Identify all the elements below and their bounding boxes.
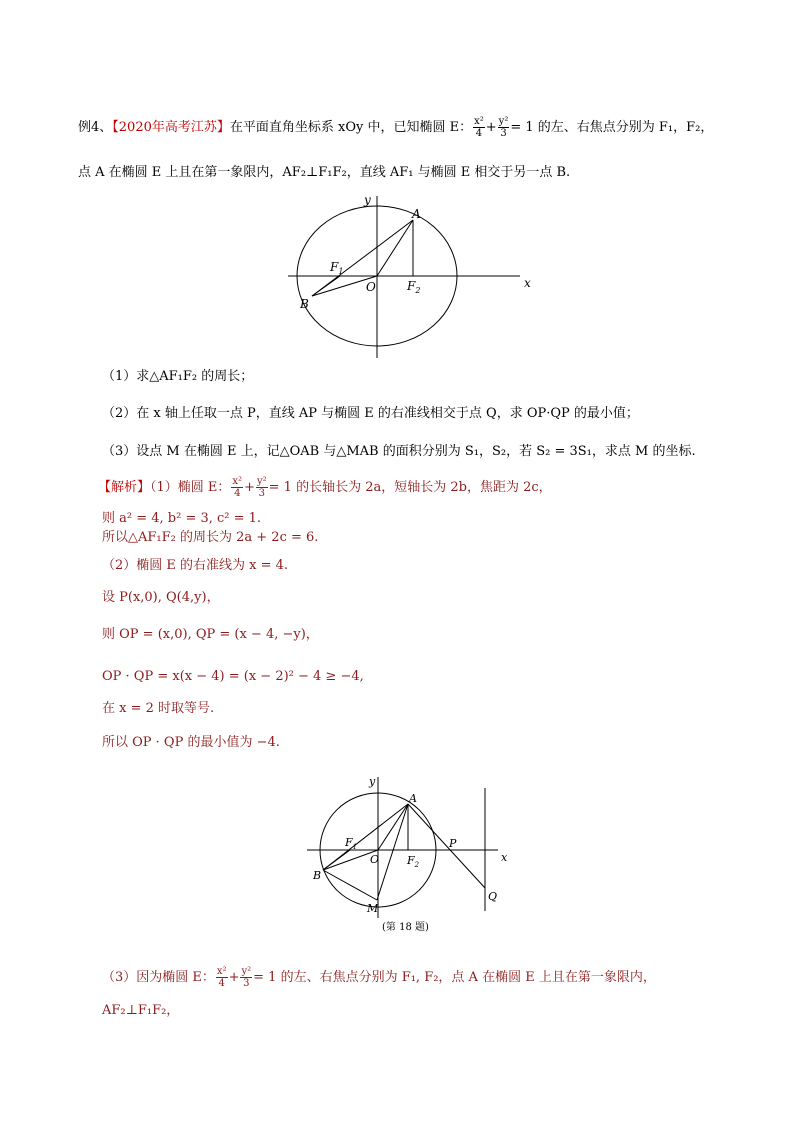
solution-part-1-line-3: 所以△AF₁F₂ 的周长为 2a + 2c = 6. xyxy=(102,530,319,545)
label-f1: $F_1$ xyxy=(345,836,358,851)
label-o: O xyxy=(366,280,376,294)
figure-1-ellipse-diagram xyxy=(280,190,540,362)
problem-source: 【2020年高考江苏】 xyxy=(112,120,230,135)
example-number: 例4、 xyxy=(78,120,113,135)
solution-part-2-line-1: （2）椭圆 E 的右准线为 x = 4. xyxy=(102,558,289,573)
label-f2: $F_2$ xyxy=(407,279,421,295)
label-a: A xyxy=(412,207,421,221)
solution-part-1-line-1: 【解析】（1）椭圆 E： $\frac{\text{x²}}{4}$ + $\frac{\text{y²}}{3}$ = 1 的长轴长为 2a，短轴长为 2b，焦距为 2c， xyxy=(98,476,552,499)
problem-line-1: 例4、【2020年高考江苏】在平面直角坐标系 xOy 中，已知椭圆 E： $\frac{\text{x²}}{4}$ + $\frac{\text{y²}}{3}$ = 1 的左、右焦点分别为 F₁，F₂， xyxy=(78,116,714,139)
label-b: B xyxy=(300,297,309,311)
segment-oa xyxy=(377,220,413,276)
figure-caption: (第 18 题) xyxy=(382,922,429,933)
label-f1: $F_1$ xyxy=(330,260,344,276)
question-3: （3）设点 M 在椭圆 E 上，记△OAB 与△MAB 的面积分别为 S₁，S₂，若 S₂ = 3S₁，求点 M 的坐标. xyxy=(102,444,696,459)
figure-2-ellipse-diagram xyxy=(305,773,520,938)
solution-part-2-line-2: 设 P(x,0), Q(4,y)， xyxy=(102,590,220,605)
question-2: （2）在 x 轴上任取一点 P，直线 AP 与椭圆 E 的右准线相交于点 Q，求 OP·QP 的最小值； xyxy=(102,406,639,421)
solution-part-2-line-6: 所以 OP · QP 的最小值为 −4. xyxy=(102,735,280,750)
label-b: B xyxy=(313,869,322,882)
solution-part-1-line-2: 则 a² = 4, b² = 3, c² = 1. xyxy=(102,511,262,526)
label-o: O xyxy=(370,853,380,866)
fraction-y2-over-3: $\frac{\text{y²}}{3}$ xyxy=(498,116,509,139)
segment-f1b xyxy=(312,276,340,296)
label-a: A xyxy=(409,792,417,805)
solution-part-3-line-1: （3）因为椭圆 E： $\frac{\text{x²}}{4}$ + $\frac{\text{y²}}{3}$ = 1 的左、右焦点分别为 F₁, F₂，点 A 在椭圆 E 上且在第一象限内， xyxy=(102,966,656,989)
label-m: M xyxy=(367,902,379,915)
problem-text: 在平面直角坐标系 xOy 中，已知椭圆 E： xyxy=(229,120,473,135)
label-x: x xyxy=(524,276,531,290)
segment-am xyxy=(377,804,408,900)
fraction-x2-over-4: $\frac{\text{x²}}{4}$ xyxy=(474,116,484,139)
fraction-x2-over-4: $\frac{\text{x²}}{4}$ xyxy=(232,476,243,499)
fraction-y2-over-3: $\frac{\text{y²}}{3}$ xyxy=(241,966,252,989)
fraction-y2-over-3: $\frac{\text{y²}}{3}$ xyxy=(256,476,267,499)
problem-line-2: 点 A 在椭圆 E 上且在第一象限内，AF₂⊥F₁F₂，直线 AF₁ 与椭圆 E 相交于另一点 B. xyxy=(78,165,571,180)
label-y: y xyxy=(369,775,376,788)
label-p: P xyxy=(449,837,457,850)
segment-f1b xyxy=(323,850,350,870)
solution-part-2-line-4: OP · QP = x(x − 4) = (x − 2)² − 4 ≥ −4, xyxy=(102,669,364,684)
problem-text-suffix: = 1 的左、右焦点分别为 F₁，F₂， xyxy=(510,120,714,135)
solution-tag: 【解析】 xyxy=(98,480,151,495)
fraction-x2-over-4: $\frac{\text{x²}}{4}$ xyxy=(216,966,227,989)
line-ap-to-q xyxy=(408,804,485,888)
solution-part-2-line-5: 在 x = 2 时取等号. xyxy=(102,701,215,716)
question-1: （1）求△AF₁F₂ 的周长； xyxy=(102,369,254,384)
label-y: y xyxy=(364,193,371,207)
solution-part-2-line-3: 则 OP = (x,0), QP = (x − 4, −y)， xyxy=(102,627,319,642)
solution-part-3-line-2: AF₂⊥F₁F₂， xyxy=(102,1003,180,1018)
segment-bm xyxy=(323,870,377,900)
label-f2: $F_2$ xyxy=(407,854,420,869)
label-q: Q xyxy=(488,890,498,903)
label-x: x xyxy=(501,851,508,864)
segment-oa xyxy=(378,804,408,850)
